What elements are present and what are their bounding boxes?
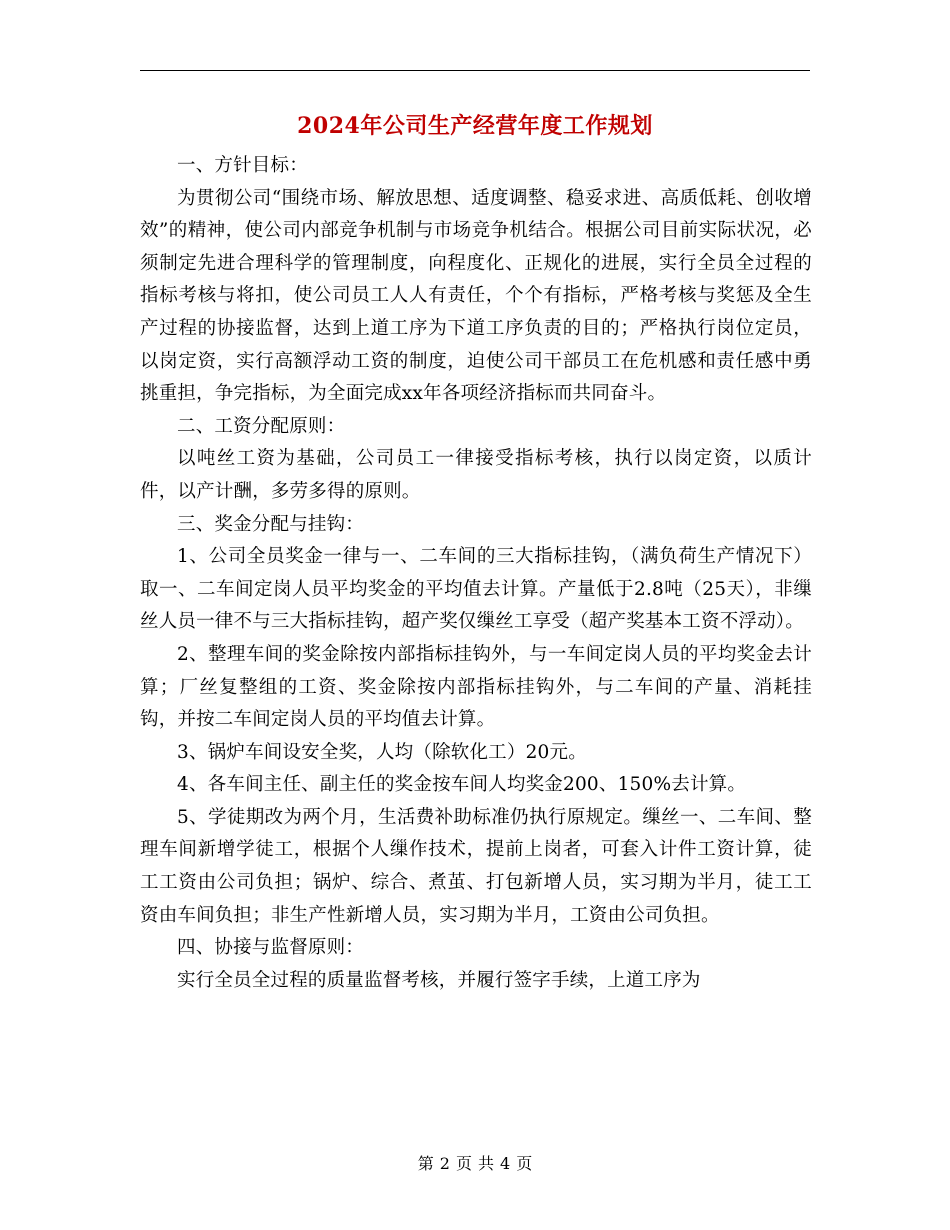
paragraph-bonus-5: 5、学徒期改为两个月，生活费补助标准仍执行原规定。缫丝一、二车间、整理车间新增学徒工，根据个人缫作技术，提前上岗者，可套入计件工资计算，徒工工资由公司负担；锅炉、综合、煮茧、打包新增人员，实习期为半月，徒工工资由车间负担；非生产性新增人员，实习期为半月，工资由公司负担。 (140, 806, 812, 926)
section-heading-wage: 二、工资分配原则： (177, 415, 346, 437)
paragraph-wage: 以吨丝工资为基础，公司员工一律接受指标考核，执行以岗定资，以质计件，以产计酬，多劳多得的原则。 (140, 448, 812, 502)
section-heading-policy: 一、方针目标： (177, 155, 308, 176)
section-heading-bonus: 三、奖金分配与挂钩： (177, 513, 365, 535)
paragraph-bonus-1: 1、公司全员奖金一律与一、二车间的三大指标挂钩，（满负荷生产情况下）取一、二车间定岗人员平均奖金的平均值去计算。产量低于2.8吨（25天），非缫丝人员一律不与三大指标挂钩，超产奖仅缫丝工享受（超产奖基本工资不浮动）。 (140, 546, 812, 633)
section-heading-supervision: 四、协接与监督原则： (177, 937, 365, 959)
page-footer (140, 1152, 810, 1176)
footer-prefix: 第 (417, 1154, 434, 1173)
footer-page-label: 页 (455, 1154, 472, 1173)
paragraph-bonus-2: 2、整理车间的奖金除按内部指标挂钩外，与一车间定岗人员的平均奖金去计算；厂丝复整组的工资、奖金除按内部指标挂钩外，与二车间的产量、消耗挂钩，并按二车间定岗人员的平均值去计算。 (140, 643, 812, 731)
footer-total-label: 共 (478, 1154, 495, 1173)
document-title: 2024年公司生产经营年度工作规划 (297, 113, 653, 139)
paragraph-policy: 为贯彻公司“围绕市场、解放思想、适度调整、稳妥求进、高质低耗、创收增效”的精神，使公司内部竞争机制与市场竞争机结合。根据公司目前实际状况，必须制定先进合理科学的管理制度，向程度化、正规化的进展，实行全员全过程的指标考核与将扣，使公司员工人人有责任，个个有指标，严格考核与奖惩及全生产过程的协接监督，达到上道工序为下道工序负责的目的；严格执行岗位定员，以岗定资，实行高额浮动工资的制度，迫使公司干部员工在危机感和责任感中勇挑重担，争完指标，为全面完成xx年各项经济指标而共同奋斗。 (140, 187, 812, 405)
document-body (140, 150, 812, 997)
footer-total-pages: 4 (500, 1154, 511, 1173)
footer-suffix: 页 (516, 1154, 533, 1173)
paragraph-supervision: 实行全员全过程的质量监督考核，并履行签字手续，上道工序为 (177, 969, 701, 991)
paragraph-bonus-4: 4、各车间主任、副主任的奖金按车间人均奖金200、150%去计算。 (177, 774, 747, 796)
header-rule (140, 70, 810, 71)
footer-page-number: 2 (439, 1154, 450, 1173)
paragraph-bonus-3: 3、锅炉车间设安全奖，人均（除软化工）20元。 (177, 741, 587, 763)
